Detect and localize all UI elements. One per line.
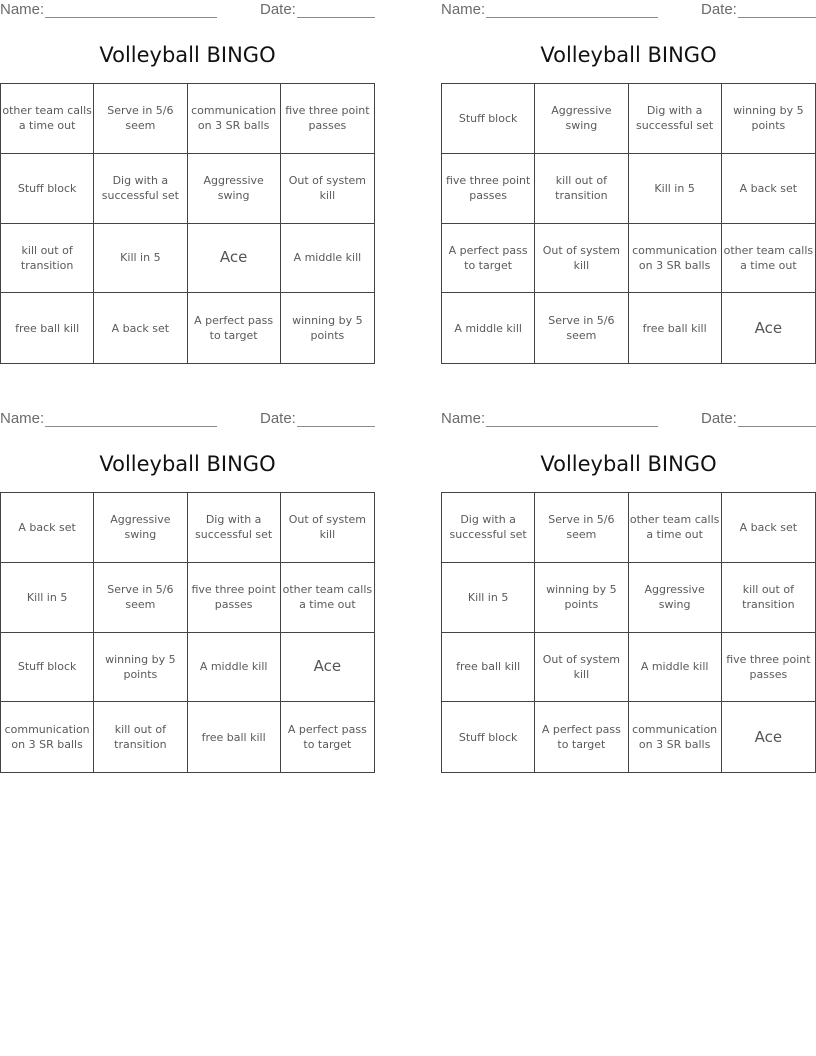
date-label: Date: xyxy=(701,1,737,18)
bingo-grid xyxy=(441,492,816,773)
bingo-cell: Stuff block xyxy=(1,633,94,703)
name-date-header xyxy=(441,1,816,21)
bingo-cell: free ball kill xyxy=(442,633,535,703)
bingo-cell: other team calls a time out xyxy=(1,84,94,154)
bingo-cell: A perfect pass to target xyxy=(188,293,281,363)
bingo-cell: Kill in 5 xyxy=(1,563,94,633)
bingo-cell: winning by 5 points xyxy=(535,563,628,633)
bingo-cell: Kill in 5 xyxy=(629,154,722,224)
bingo-cell: Aggressive swing xyxy=(94,493,187,563)
bingo-cell: Out of system kill xyxy=(281,154,374,224)
bingo-cell: A middle kill xyxy=(442,293,535,363)
bingo-cell: five three point passes xyxy=(188,563,281,633)
bingo-cell: A perfect pass to target xyxy=(287,723,367,752)
bingo-cell: winning by 5 points xyxy=(722,84,815,154)
bingo-cell: Serve in 5/6 seem xyxy=(94,563,187,633)
bingo-cell: Kill in 5 xyxy=(94,224,187,294)
card-title: Volleyball BINGO xyxy=(99,452,276,476)
date-blank xyxy=(738,426,816,427)
date-label: Date: xyxy=(260,410,296,427)
bingo-cell: Aggressive swing xyxy=(535,84,628,154)
name-blank xyxy=(45,426,217,427)
bingo-cell: A perfect pass to target xyxy=(535,702,628,772)
bingo-cell: A middle kill xyxy=(281,224,374,294)
bingo-cell: A back set xyxy=(1,493,94,563)
card-title: Volleyball BINGO xyxy=(540,452,717,476)
bingo-cell: communication on 3 SR balls xyxy=(629,224,722,294)
bingo-cell: communication on 3 SR balls xyxy=(1,702,94,772)
bingo-cell: Serve in 5/6 seem xyxy=(535,293,628,363)
date-label: Date: xyxy=(260,1,296,18)
card-title: Volleyball BINGO xyxy=(540,43,717,67)
bingo-cell: A back set xyxy=(94,293,187,363)
date-label: Date: xyxy=(701,410,737,427)
bingo-cell: Ace xyxy=(754,727,783,746)
bingo-cell: Aggressive swing xyxy=(629,563,722,633)
bingo-grid xyxy=(0,83,375,364)
bingo-cell: Dig with a successful set xyxy=(442,493,535,563)
bingo-cell: other team calls a time out xyxy=(629,493,722,563)
bingo-cell: Ace xyxy=(281,633,374,703)
bingo-cell: kill out of transition xyxy=(722,563,815,633)
bingo-cell: free ball kill xyxy=(629,293,722,363)
bingo-cell: Dig with a successful set xyxy=(94,154,187,224)
bingo-cell: Out of system kill xyxy=(535,633,628,703)
bingo-cell: A middle kill xyxy=(629,633,722,703)
bingo-cell: communication on 3 SR balls xyxy=(188,84,281,154)
bingo-cell: Out of system kill xyxy=(535,224,628,294)
bingo-cell: kill out of transition xyxy=(535,154,628,224)
bingo-cell: Dig with a successful set xyxy=(629,84,722,154)
bingo-cell: Stuff block xyxy=(1,154,94,224)
bingo-cell: Stuff block xyxy=(442,702,535,772)
bingo-cell: A back set xyxy=(722,154,815,224)
name-date-header xyxy=(0,410,375,430)
date-blank xyxy=(297,426,375,427)
bingo-cell: winning by 5 points xyxy=(292,314,363,343)
name-label: Name: xyxy=(441,410,486,427)
name-blank xyxy=(486,17,658,18)
bingo-cell: Aggressive swing xyxy=(188,154,281,224)
name-label: Name: xyxy=(0,1,45,18)
name-blank xyxy=(45,17,217,18)
bingo-cell: Kill in 5 xyxy=(442,563,535,633)
bingo-cell: A back set xyxy=(722,493,815,563)
bingo-cell: Dig with a successful set xyxy=(188,493,281,563)
bingo-cell: Stuff block xyxy=(442,84,535,154)
card-title: Volleyball BINGO xyxy=(99,43,276,67)
bingo-grid xyxy=(441,83,816,364)
bingo-cell: kill out of transition xyxy=(1,224,94,294)
bingo-cell: Out of system kill xyxy=(281,493,374,563)
bingo-cell: other team calls a time out xyxy=(281,563,374,633)
name-date-header xyxy=(441,410,816,430)
bingo-cell: free ball kill xyxy=(188,702,281,772)
name-date-header xyxy=(0,1,375,21)
date-blank xyxy=(738,17,816,18)
bingo-grid xyxy=(0,492,375,773)
bingo-card-2 xyxy=(441,0,816,390)
bingo-cell: Ace xyxy=(754,318,783,337)
bingo-cell: five three point passes xyxy=(442,154,535,224)
bingo-card-1 xyxy=(0,0,375,390)
bingo-cell: free ball kill xyxy=(1,293,94,363)
bingo-cell: A perfect pass to target xyxy=(442,224,535,294)
bingo-cell: kill out of transition xyxy=(94,702,187,772)
bingo-cell: Serve in 5/6 seem xyxy=(94,84,187,154)
name-blank xyxy=(486,426,658,427)
bingo-cell: five three point passes xyxy=(281,84,374,154)
bingo-cell: A middle kill xyxy=(188,633,281,703)
name-label: Name: xyxy=(0,410,45,427)
date-blank xyxy=(297,17,375,18)
bingo-cell: winning by 5 points xyxy=(94,633,187,703)
bingo-card-4 xyxy=(441,409,816,799)
bingo-cell: communication on 3 SR balls xyxy=(629,702,722,772)
bingo-card-3 xyxy=(0,409,375,799)
name-label: Name: xyxy=(441,1,486,18)
bingo-cell: five three point passes xyxy=(722,633,815,703)
bingo-cell: Ace xyxy=(188,224,281,294)
bingo-cell: Serve in 5/6 seem xyxy=(535,493,628,563)
bingo-cell: other team calls a time out xyxy=(722,224,815,294)
